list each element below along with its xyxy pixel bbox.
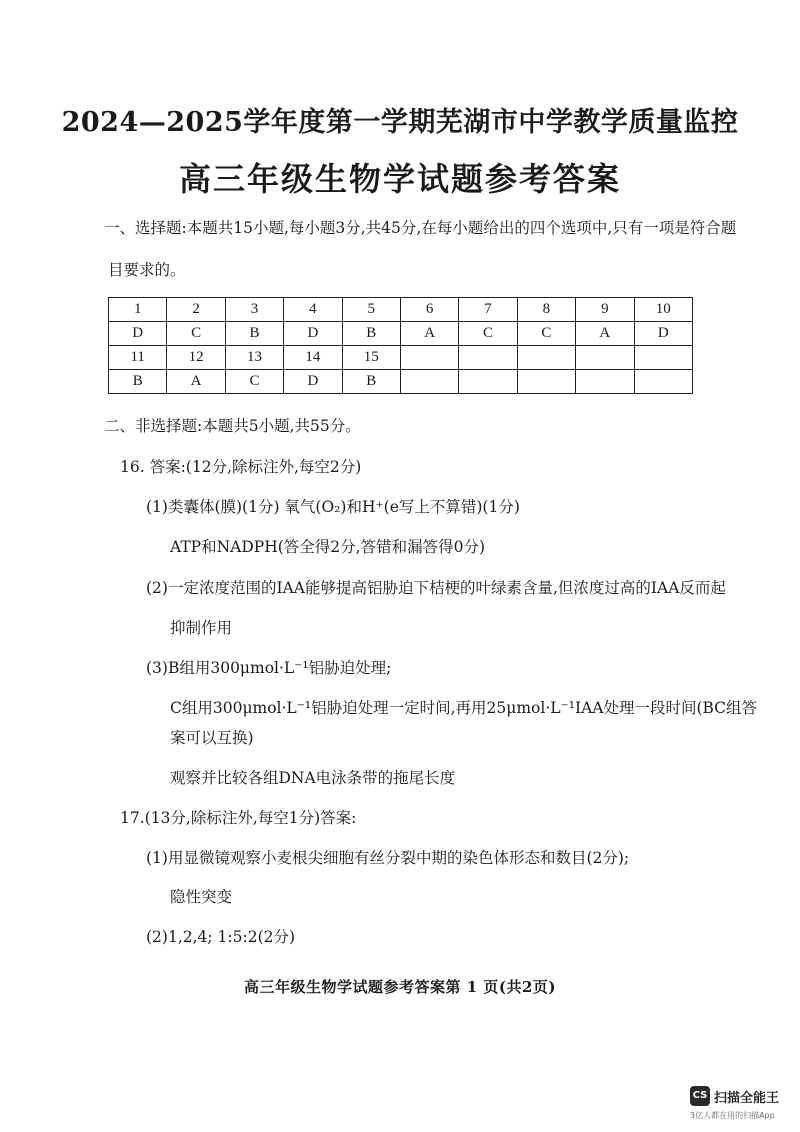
question-number-cell: 7: [459, 298, 517, 322]
page-footer: 高三年级生物学试题参考答案第 1 页(共2页): [243, 978, 556, 996]
question-number-cell: 4: [284, 298, 342, 322]
question-number-cell: 14: [284, 346, 342, 370]
answer-cell: C: [167, 322, 225, 346]
answer-cell: [400, 370, 458, 394]
scanner-watermark: [690, 1086, 796, 1126]
section2-intro: 二、非选择题:本题共5小题,共55分。: [104, 417, 361, 435]
answer-table-number-row: [109, 346, 693, 370]
q17-part1-line1: (1)用显微镜观察小麦根尖细胞有丝分裂中期的染色体形态和数目(2分);: [146, 849, 630, 867]
scanner-app-slogan: 3亿人都在用的扫描App: [690, 1111, 775, 1120]
document-subtitle: 高三年级生物学试题参考答案: [178, 160, 621, 198]
question-number-cell: 10: [634, 298, 692, 322]
answer-cell: D: [284, 370, 342, 394]
answer-table: [108, 297, 693, 394]
q17-header: 17.(13分,除标注外,每空1分)答案:: [120, 809, 357, 827]
answer-cell: A: [167, 370, 225, 394]
answer-cell: D: [634, 322, 692, 346]
q16-header: 16. 答案:(12分,除标注外,每空2分): [120, 458, 362, 476]
section1-intro-line1: 一、选择题:本题共15小题,每小题3分,共45分,在每小题给出的四个选项中,只有一项是符合题: [104, 219, 737, 237]
question-number-cell: 6: [400, 298, 458, 322]
answer-cell: D: [109, 322, 167, 346]
q17-part1-line2: 隐性突变: [170, 888, 233, 906]
q16-part1-line2: ATP和NADPH(答全得2分,答错和漏答得0分): [170, 538, 485, 556]
answer-table-number-row: [109, 298, 693, 322]
answer-cell: C: [459, 322, 517, 346]
q17-part2-line1: (2)1,2,4; 1:5:2(2分): [146, 928, 296, 946]
question-number-cell: 13: [225, 346, 283, 370]
answer-cell: B: [342, 370, 400, 394]
answer-cell: B: [225, 322, 283, 346]
answer-table-answer-row: [109, 370, 693, 394]
question-number-cell: 2: [167, 298, 225, 322]
q16-part3-line1: (3)B组用300μmol·L⁻¹铝胁迫处理;: [146, 659, 392, 677]
question-number-cell: 11: [109, 346, 167, 370]
question-number-cell: [459, 346, 517, 370]
question-number-cell: [400, 346, 458, 370]
answer-cell: C: [517, 322, 575, 346]
q16-part3-line2: C组用300μmol·L⁻¹铝胁迫处理一定时间,再用25μmol·L⁻¹IAA处理一段时间(BC组答: [170, 699, 758, 717]
question-number-cell: [576, 346, 634, 370]
q16-part1-line1: (1)类囊体(膜)(1分) 氧气(O₂)和H⁺(e写上不算错)(1分): [146, 498, 520, 516]
question-number-cell: [634, 346, 692, 370]
question-number-cell: 12: [167, 346, 225, 370]
answer-cell: C: [225, 370, 283, 394]
answer-cell: B: [342, 322, 400, 346]
scanner-app-name: 扫描全能王: [714, 1091, 780, 1106]
camscanner-logo-icon: CS: [690, 1086, 710, 1106]
answer-cell: [459, 370, 517, 394]
question-number-cell: 8: [517, 298, 575, 322]
q16-part2-line1: (2)一定浓度范围的IAA能够提高铝胁迫下桔梗的叶绿素含量,但浓度过高的IAA反而起: [146, 579, 726, 597]
answer-table-answer-row: [109, 322, 693, 346]
q16-part3-line4: 观察并比较各组DNA电泳条带的拖尾长度: [170, 769, 456, 787]
answer-cell: [517, 370, 575, 394]
answer-cell: B: [109, 370, 167, 394]
question-number-cell: 3: [225, 298, 283, 322]
answer-cell: D: [284, 322, 342, 346]
section1-intro-line2: 目要求的。: [108, 261, 186, 279]
question-number-cell: 9: [576, 298, 634, 322]
question-number-cell: 1: [109, 298, 167, 322]
answer-cell: [634, 370, 692, 394]
answer-cell: A: [400, 322, 458, 346]
answer-cell: [576, 370, 634, 394]
document-title: 2024—2025学年度第一学期芜湖市中学教学质量监控: [61, 107, 739, 138]
question-number-cell: 15: [342, 346, 400, 370]
answer-cell: A: [576, 322, 634, 346]
question-number-cell: [517, 346, 575, 370]
q16-part3-line3: 案可以互换): [170, 729, 254, 747]
q16-part2-line2: 抑制作用: [170, 619, 233, 637]
question-number-cell: 5: [342, 298, 400, 322]
